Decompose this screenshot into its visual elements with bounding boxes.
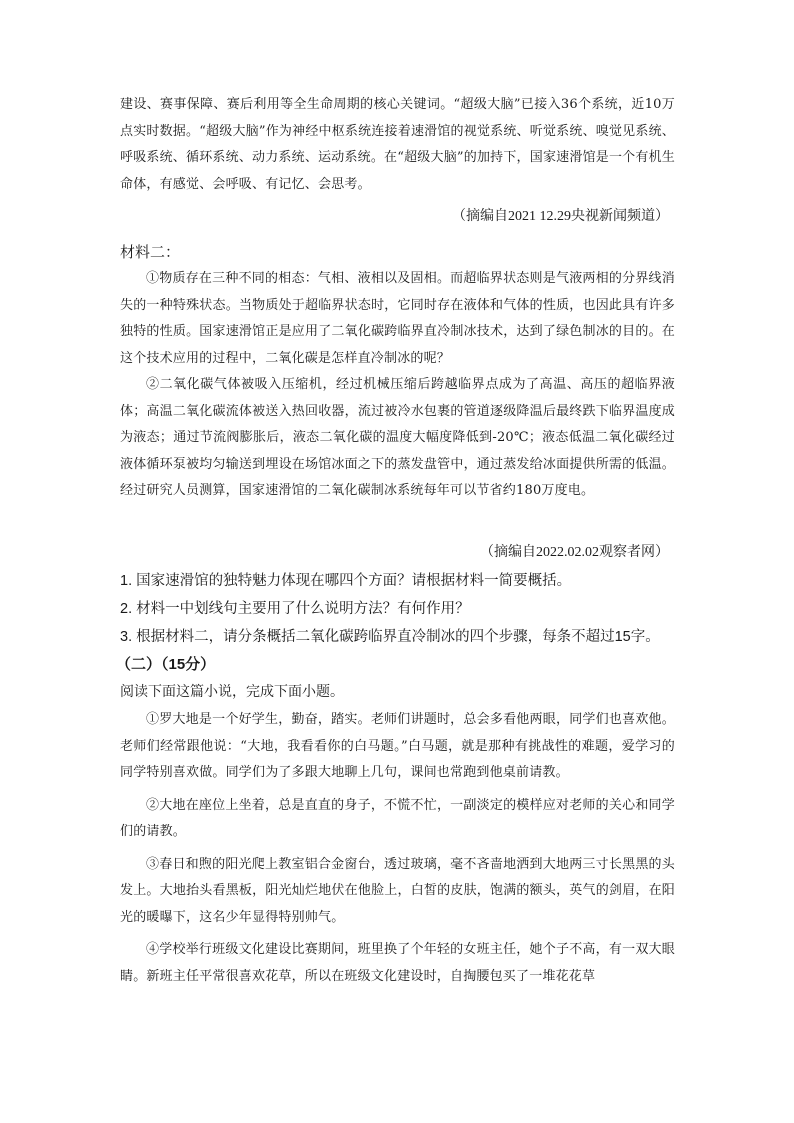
story-body — [120, 707, 675, 990]
story-paragraph-4: ④学校举行班级文化建设比赛期间，班里换了个年轻的女班主任，她个子不高，有一双大眼睛。新班主任平常很喜欢花草，所以在班级文化建设时，自掏腰包买了一堆花花草 — [120, 942, 675, 984]
material2-paragraph-1: ①物质存在三种不同的相态：气相、液相以及固相。而超临界状态则是气液两相的分界线消失的一种特殊状态。当物质处于超临界状态时，它同时存在液体和气体的性质，也因此具有许多独特的性质。国家速滑馆正是应用了二氧化碳跨临界直冷制冰技术，达到了绿色制冰的目的。在这个技术应用的过程中，二氧化碳是怎样直冷制冰的呢？ — [120, 271, 675, 366]
section-2-heading: （二）（15分） — [116, 656, 216, 673]
story-paragraph-1: ①罗大地是一个好学生，勤奋，踏实。老师们讲题时，总会多看他两眼，同学们也喜欢他。老师们经常跟他说：“大地，我看看你的白马题。”白马题，就是那种有挑战性的难题，爱学习的同学特别喜欢做。同学们为了多跟大地聊上几句，课间也常跑到他桌前请教。 — [120, 712, 675, 780]
story-paragraph-2: ②大地在座位上坐着，总是直直的身子，不慌不忙，一副淡定的模样应对老师的关心和同学们的请教。 — [120, 797, 675, 839]
story-paragraph-3: ③春日和煦的阳光爬上教室铝合金窗台，透过玻璃，毫不吝啬地洒到大地两三寸长黑黑的头发上。大地抬头看黑板，阳光灿烂地伏在他脸上，白皙的皮肤，饱满的额头，英气的剑眉，在阳光的暖曝下，这名少年显得特别帅气。 — [120, 856, 675, 925]
question-2: 2. 材料一中划线句主要用了什么说明方法？有何作用？ — [120, 601, 470, 617]
question-3: 3. 根据材料二，请分条概括二氧化碳跨临界直冷制冰的四个步骤，每条不超过15字。 — [120, 629, 660, 645]
material2-paragraph-2: ②二氧化碳气体被吸入压缩机，经过机械压缩后跨越临界点成为了高温、高压的超临界液体；高温二氧化碳流体被送入热回收器，流过被冷水包裹的管道逐级降温后最终跌下临界温度成为液态；通过节流阀膨胀后，液态二氧化碳的温度大幅度降低到-20℃；液态低温二氧化碳经过液体循环泵被均匀输送到埋设在场馆冰面之下的蒸发盘管中，通过蒸发给冰面提供所需的低温。经过研究人员测算，国家速滑馆的二氧化碳制冰系统每年可以节省约180万度电。 — [120, 377, 675, 498]
section-2-instruction: 阅读下面这篇小说，完成下面小题。 — [120, 683, 344, 699]
material2-source: （摘编自2022.02.02观察者网） — [480, 545, 669, 560]
material1-paragraph: 建设、赛事保障、赛后利用等全生命周期的核心关键词。“超级大脑”已接入36个系统，近10万点实时数据。“超级大脑”作为神经中枢系统连接着速滑馆的视觉系统、听觉系统、嗅觉见系统、呼吸系统、循环系统、动力系统、运动系统。在“超级大脑”的加持下，国家速滑馆是一个有机生命体，有感觉、会呼吸、有记忆、会思考。 — [120, 97, 675, 192]
material1-tail — [120, 92, 675, 198]
question-1: 1. 国家速滑馆的独特魅力体现在哪四个方面？请根据材料一简要概括。 — [120, 573, 572, 589]
material2-body — [120, 266, 675, 505]
material1-source: （摘编自2021 12.29央视新闻频道） — [452, 209, 669, 224]
material2-title: 材料二： — [120, 244, 181, 261]
